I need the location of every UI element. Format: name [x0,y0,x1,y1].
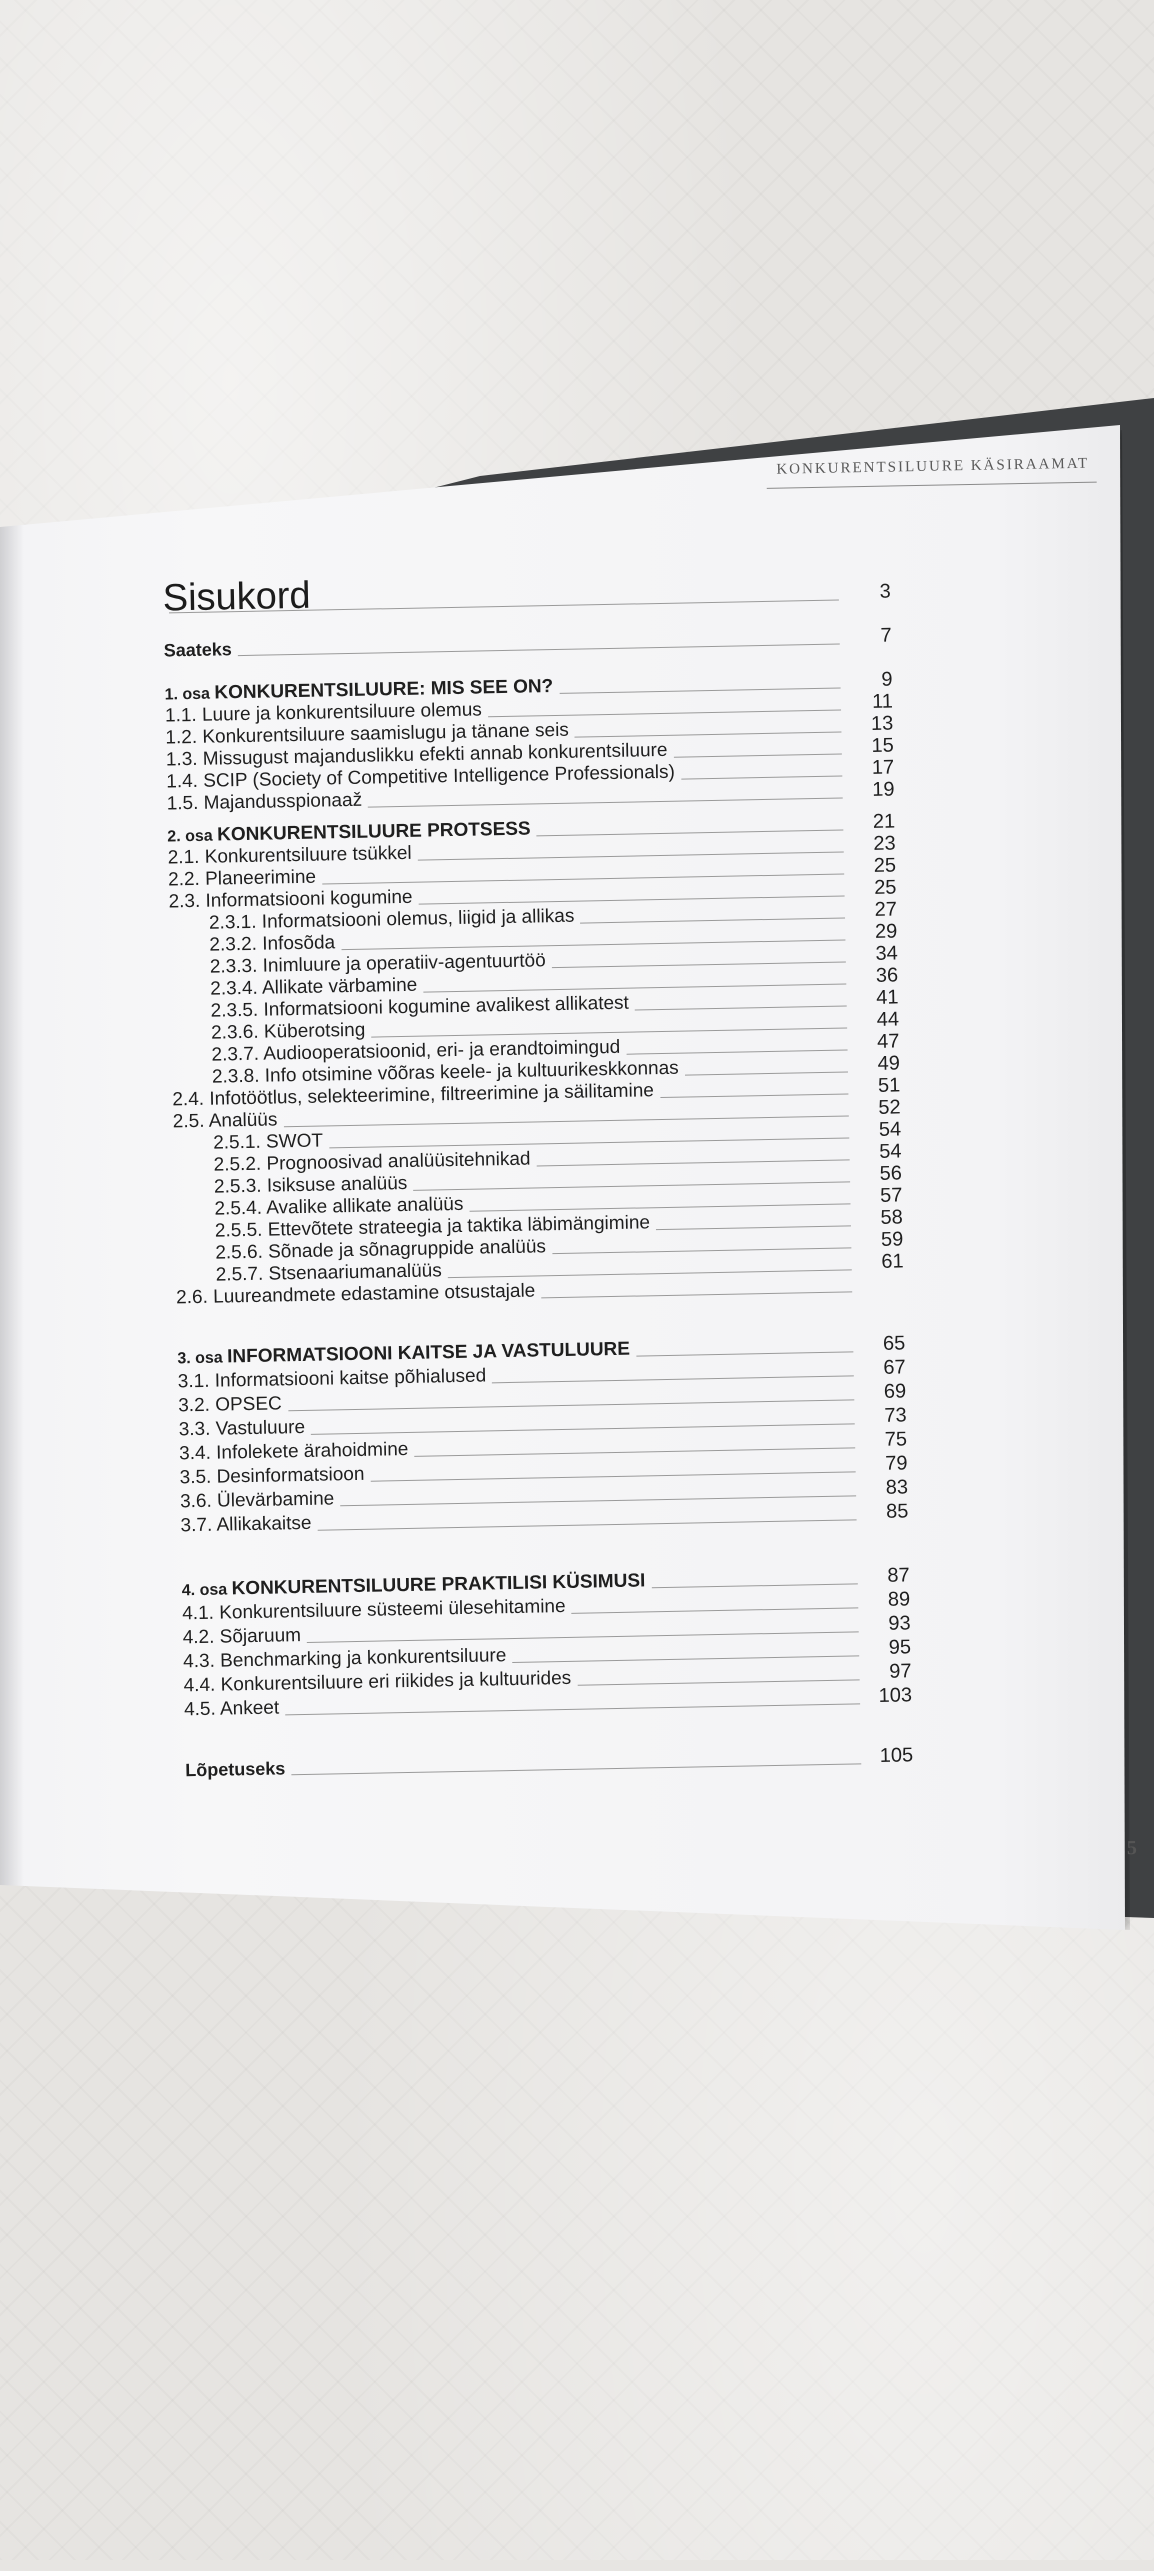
toc-entry: 2.3.8. Info otsimine võõras keele- ja kultuurikeskkonnas 49 [211,1052,901,1088]
running-head: KONKURENTSILUURE KÄSIRAAMAT [776,455,1090,478]
toc-entry-lopetuseks: Lõpetuseks 105 [185,1744,914,1781]
toc-entry: 2.3.2. Infosõda 29 [209,920,898,956]
toc-entry: 2.2. Planeerimine 25 [167,854,897,891]
toc-part-1: 1. osa KONKURENTSILUURE: MIS SEE ON? 9 [164,668,893,704]
toc-entry: 3.5. Desinformatsioon 79 [179,1452,908,1489]
toc-entry: 2.6. Luureandmete edastamine otsustajale [176,1273,904,1309]
toc-entry: 3.2. OPSEC 69 [178,1380,907,1417]
page-number: 5 [1126,1837,1138,1860]
toc-entry: 1.2. Konkurentsiluure saamislugu ja tänane seis 13 [165,712,894,749]
toc-entry: 4.5. Ankeet 103 [183,1684,913,1721]
toc-entry: 3.4. Infolekete ärahoidmine 75 [178,1428,908,1465]
toc-entry: 2.1. Konkurentsiluure tsükkel 23 [167,832,896,869]
toc-entry: 2.3.3. Inimluure ja operatiiv-agentuurtöö 34 [209,942,898,978]
toc-entry: 2.3.1. Informatsiooni olemus, liigid ja allikas 27 [208,898,898,934]
toc-entry: 1.5. Majandusspionaaž 19 [166,778,895,815]
toc-entry: 2.3. Informatsiooni kogumine 25 [168,876,897,913]
toc-entry: 3.7. Allikakaitse 85 [180,1500,909,1537]
toc-entry: 2.3.5. Informatsiooni kogumine avalikest allikatest 41 [210,986,899,1022]
toc-entry: 2.5.5. Ettevõtete strateegia ja taktika läbimängimine 58 [214,1206,903,1242]
toc-entry: 2.5.1. SWOT 54 [213,1118,902,1154]
toc-entry: 2.5.4. Avalike allikate analüüs 57 [214,1184,903,1220]
toc-entry: 4.1. Konkurentsiluure süsteemi ülesehitamine 89 [182,1588,911,1625]
toc-entry: 3.3. Vastuluure 73 [178,1404,907,1441]
toc-part-4: 4. osa KONKURENTSILUURE PRAKTILISI KÜSIMUSI 87 [181,1564,910,1600]
toc-entry: 4.3. Benchmarking ja konkurentsiluure 95 [182,1636,912,1673]
toc-entry-saateks: Saateks 7 [163,624,892,661]
toc-entry: 3.6. Ülevärbamine 83 [179,1476,909,1513]
toc-entry: 2.5.2. Prognoosivad analüüsitehnikad 54 [213,1140,902,1176]
toc-part-2: 2. osa KONKURENTSILUURE PROTSESS 21 [167,810,896,846]
toc-entry: 1.3. Missugust majanduslikku efekti annab konkurentsiluure 15 [165,734,894,771]
toc-entry: 1.4. SCIP (Society of Competitive Intelligence Professionals) 17 [166,756,895,793]
toc-entry: 2.5. Analüüs 52 [172,1096,901,1133]
toc-entry: 2.4. Infotöötlus, selekteerimine, filtreerimine ja säilitamine 51 [172,1074,901,1111]
toc-part-3: 3. osa INFORMATSIOONI KAITSE JA VASTULUURE 65 [177,1332,906,1368]
toc-entry: 2.3.4. Allikate värbamine 36 [210,964,899,1000]
toc-entry: 4.4. Konkurentsiluure eri riikides ja kultuurides 97 [183,1660,912,1697]
toc-entry: 1.1. Luure ja konkurentsiluure olemus 11 [164,690,894,727]
page-title: Sisukord [162,574,311,620]
toc-entry: 2.3.6. Küberotsing 44 [210,1008,900,1044]
toc-entry: 2.3.7. Audiooperatsioonid, eri- ja erandtoimingud 47 [211,1030,900,1066]
toc-entry: 2.5.6. Sõnade ja sõnagruppide analüüs 59 [215,1228,904,1264]
toc-entry: 2.5.3. Isiksuse analüüs 56 [213,1162,903,1198]
toc-entry: 2.5.7. Stsenaariumanalüüs 61 [215,1250,904,1286]
toc-entry: 4.2. Sõjaruum 93 [182,1612,911,1649]
toc-entry: 3.1. Informatsiooni kaitse põhialused 67 [177,1356,906,1393]
toc-entry: 3 [163,582,891,618]
